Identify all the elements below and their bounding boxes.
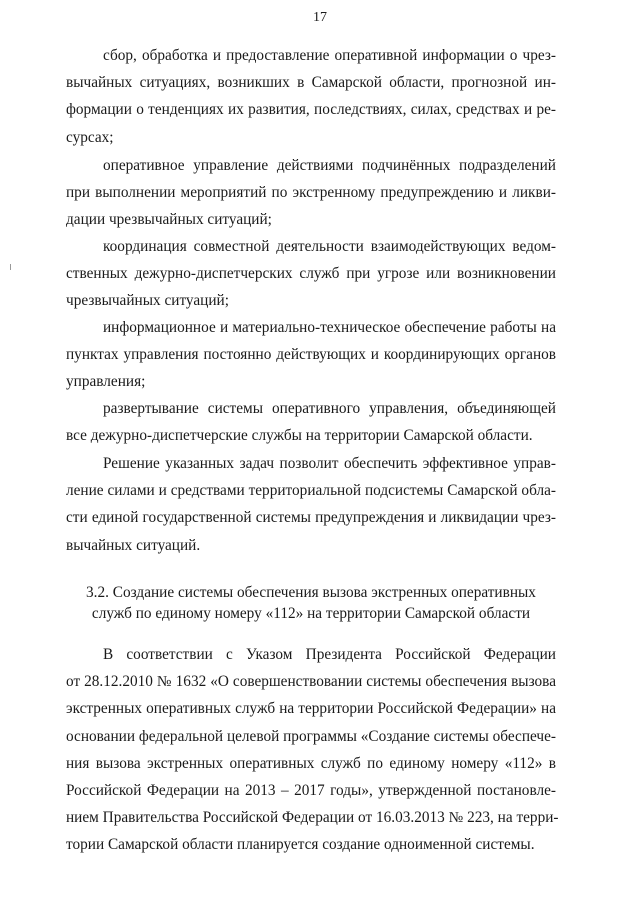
text-line: основании федеральной целевой программы «Создание системы обеспече- [66,727,556,745]
text-line: ление силами и средствами территориальной подсистемы Самарской обла- [66,482,556,500]
list-item [66,233,556,315]
text-line: ственных дежурно-диспетчерских служб при угрозе или возникновении [66,265,556,283]
text-line: сурсах; [66,128,114,146]
text-line: сбор, обработка и предоставление оперативной информации о чрез- [103,47,556,64]
list-item [66,152,556,234]
text-line: дации чрезвычайных ситуаций; [66,211,272,229]
text-line: Решение указанных задач позволит обеспечить эффективное управ- [103,455,556,472]
text-line: экстренных оперативных служб на территории Российской Федерации» на [66,700,556,718]
scan-mark [10,264,11,270]
text-line: В соответствии с Указом Президента Российской Федерации [103,646,556,663]
heading-line: 3.2. Создание системы обеспечения вызова экстренных оперативных [86,584,536,601]
text-line: управления; [66,373,146,391]
text-line: сти единой государственной системы предупреждения и ликвидации чрез- [66,509,556,527]
section-heading [66,582,556,624]
text-line: при выполнении мероприятий по экстренному предупреждению и ликви- [66,184,556,202]
summary-paragraph [66,450,556,559]
text-line: все дежурно-диспетчерские службы на территории Самарской области. [66,427,533,445]
text-line: развертывание системы оперативного управления, объединяющей [103,400,556,417]
text-line: вычайных ситуациях, возникших в Самарской области, прогнозной ин- [66,74,556,92]
text-line: пунктах управления постоянно действующих и координирующих органов [66,346,556,364]
list-item [66,314,556,396]
heading-line: служб по единому номеру «112» на территории Самарской области [91,605,531,622]
text-line: Российской Федерации на 2013 – 2017 годы», утвержденной постановле- [66,781,556,799]
list-item [66,395,556,449]
text-line: от 28.12.2010 № 1632 «О совершенствовании системы обеспечения вызова [66,673,556,691]
text-line: ния вызова экстренных оперативных служб по единому номеру «112» в [66,754,556,772]
list-item [66,42,556,151]
text-line: оперативное управление действиями подчинённых подразделений [103,157,556,174]
text-line: координация совместной деятельности взаимодействующих ведом- [103,238,556,255]
text-line: информационное и материально-техническое обеспечение работы на [103,319,556,336]
text-line: вычайных ситуаций. [66,536,201,554]
page-number: 17 [313,10,327,25]
text-line: чрезвычайных ситуаций; [66,292,229,310]
text-line: формации о тенденциях их развития, последствиях, силах, средствах и ре- [66,101,556,119]
body-paragraph [66,641,559,859]
text-line: нием Правительства Российской Федерации от 16.03.2013 № 223, на терри- [66,809,559,827]
text-line: тории Самарской области планируется создание одноименной системы. [66,836,535,854]
